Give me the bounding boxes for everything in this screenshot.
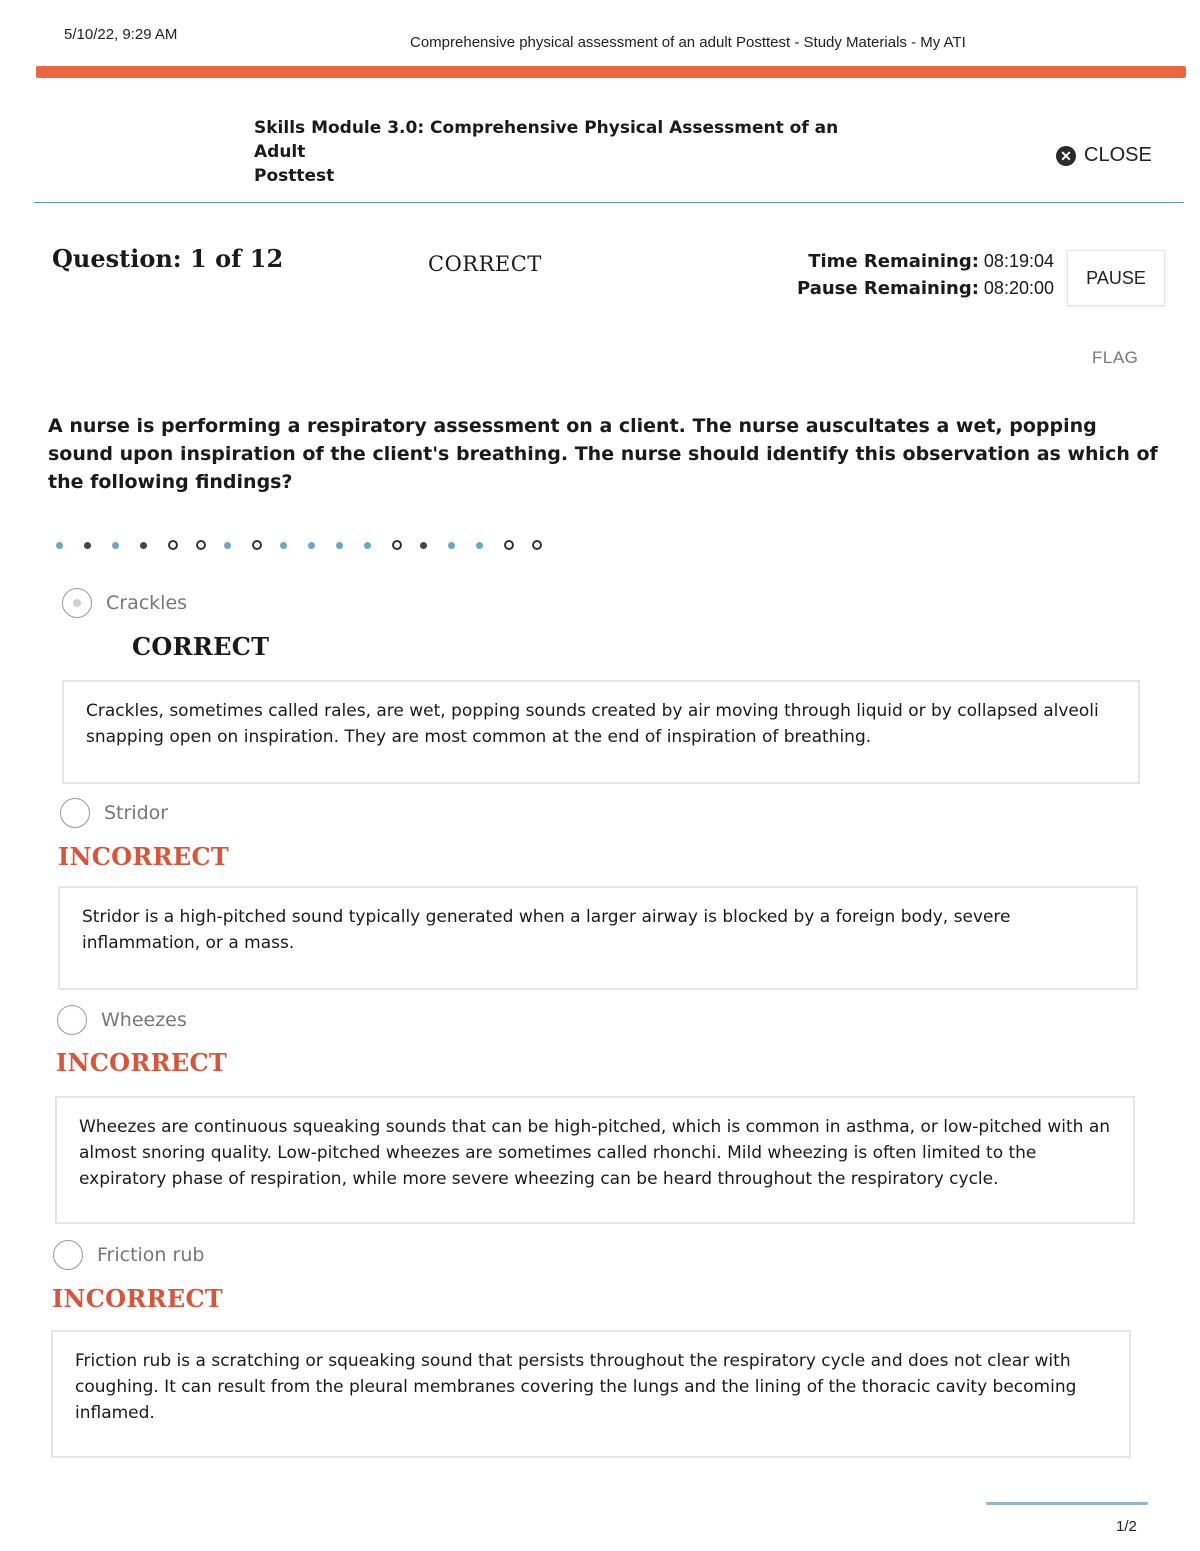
- verdict-label: CORRECT: [132, 632, 270, 661]
- question-result: CORRECT: [428, 252, 542, 276]
- module-title-line-2: Posttest: [254, 166, 335, 186]
- rationale-box: Crackles, sometimes called rales, are wet, popping sounds created by air moving through liquid or by collapsed alveoli snapping open on inspiration. They are most common at the end of inspiration of breathing.: [62, 680, 1140, 784]
- dot-marker: [448, 542, 455, 549]
- module-title-line-1: Skills Module 3.0: Comprehensive Physical Assessment of an Adult: [254, 118, 839, 162]
- option-wheezes[interactable]: [57, 1005, 187, 1035]
- question-nav-dot[interactable]: [364, 538, 392, 552]
- dot-marker: [392, 540, 402, 550]
- radio-button[interactable]: [53, 1240, 83, 1270]
- question-nav-dot[interactable]: [252, 538, 280, 552]
- accent-bar: [36, 66, 1186, 78]
- option-label: Wheezes: [101, 1009, 187, 1031]
- time-remaining-value: 08:19:04: [983, 251, 1054, 271]
- dot-marker: [504, 540, 514, 550]
- pause-button[interactable]: PAUSE: [1067, 250, 1165, 306]
- question-nav-dot[interactable]: [308, 538, 336, 552]
- dot-marker: [308, 542, 315, 549]
- close-button[interactable]: [1056, 144, 1152, 167]
- question-nav-dot[interactable]: [476, 538, 504, 552]
- radio-selected-dot: [73, 599, 81, 607]
- header-divider: [34, 202, 1184, 203]
- radio-button[interactable]: [57, 1005, 87, 1035]
- dot-marker: [336, 542, 343, 549]
- pause-remaining: [790, 275, 1054, 302]
- rationale-box: Wheezes are continuous squeaking sounds that can be high-pitched, which is common in asthma, or low-pitched with an almost snoring quality. Low-pitched wheezes are sometimes called rhonchi. Mild wheezing is often limited to the expiratory phase of respiration, while more severe wheezing can be heard throughout the respiratory cycle.: [55, 1096, 1135, 1224]
- question-text: A nurse is performing a respiratory assessment on a client. The nurse auscultates a wet, popping sound upon inspiration of the client's breathing. The nurse should identify this observation as which of the following findings?: [48, 415, 1158, 493]
- close-icon: ✕: [1056, 146, 1076, 166]
- time-remaining-label: Time Remaining:: [808, 251, 979, 272]
- time-remaining: [790, 248, 1054, 275]
- dot-marker: [280, 542, 287, 549]
- rationale-box: Friction rub is a scratching or squeaking sound that persists throughout the respiratory cycle and does not clear with coughing. It can result from the pleural membranes covering the lungs and the lining of the thoracic cavity becoming inflamed.: [51, 1330, 1131, 1458]
- print-page-title: Comprehensive physical assessment of an adult Posttest - Study Materials - My ATI: [410, 34, 966, 51]
- timers: [790, 248, 1054, 302]
- pause-remaining-label: Pause Remaining:: [797, 278, 979, 299]
- option-label: Stridor: [104, 802, 169, 824]
- question-nav-dot[interactable]: [336, 538, 364, 552]
- bottom-button-edge: [986, 1502, 1148, 1505]
- dot-marker: [140, 542, 147, 549]
- option-label: Crackles: [106, 592, 188, 614]
- dot-marker: [112, 542, 119, 549]
- dot-marker: [364, 542, 371, 549]
- question-nav-dot[interactable]: [420, 538, 448, 552]
- rationale-box: Stridor is a high-pitched sound typically generated when a larger airway is blocked by a foreign body, severe inflammation, or a mass.: [58, 886, 1138, 990]
- dot-marker: [224, 542, 231, 549]
- dot-marker: [56, 542, 63, 549]
- question-nav-dot[interactable]: [280, 538, 308, 552]
- pause-remaining-value: 08:20:00: [983, 278, 1054, 298]
- close-label: CLOSE: [1084, 144, 1152, 166]
- question-nav-dot[interactable]: [84, 538, 112, 552]
- question-nav-dot[interactable]: [532, 538, 560, 552]
- verdict-label: INCORRECT: [52, 1284, 224, 1313]
- verdict-label: INCORRECT: [56, 1048, 228, 1077]
- dot-marker: [84, 542, 91, 549]
- radio-button[interactable]: [62, 588, 92, 618]
- question-nav-dot[interactable]: [392, 538, 420, 552]
- question-nav-dot[interactable]: [56, 538, 84, 552]
- question-counter: Question: 1 of 12: [52, 244, 284, 273]
- option-stridor[interactable]: [60, 798, 168, 828]
- dot-marker: [196, 540, 206, 550]
- question-nav-dot[interactable]: [168, 538, 196, 552]
- question-nav-dot[interactable]: [140, 538, 168, 552]
- question-nav-dot[interactable]: [448, 538, 476, 552]
- dot-marker: [252, 540, 262, 550]
- option-crackles[interactable]: [62, 588, 187, 618]
- dot-marker: [476, 542, 483, 549]
- question-nav-dot[interactable]: [112, 538, 140, 552]
- dot-marker: [168, 540, 178, 550]
- option-label: Friction rub: [97, 1244, 205, 1266]
- question-nav-dot[interactable]: [224, 538, 252, 552]
- dot-marker: [532, 540, 542, 550]
- radio-button[interactable]: [60, 798, 90, 828]
- question-nav-dot[interactable]: [504, 538, 532, 552]
- page-number: 1/2: [1116, 1518, 1137, 1535]
- option-friction-rub[interactable]: [53, 1240, 204, 1270]
- print-date: 5/10/22, 9:29 AM: [64, 26, 178, 43]
- question-nav-dot[interactable]: [196, 538, 224, 552]
- flag-button[interactable]: FLAG: [1092, 348, 1139, 367]
- question-navigator: [56, 538, 560, 552]
- dot-marker: [420, 542, 427, 549]
- module-title: [254, 116, 894, 188]
- verdict-label: INCORRECT: [58, 842, 230, 871]
